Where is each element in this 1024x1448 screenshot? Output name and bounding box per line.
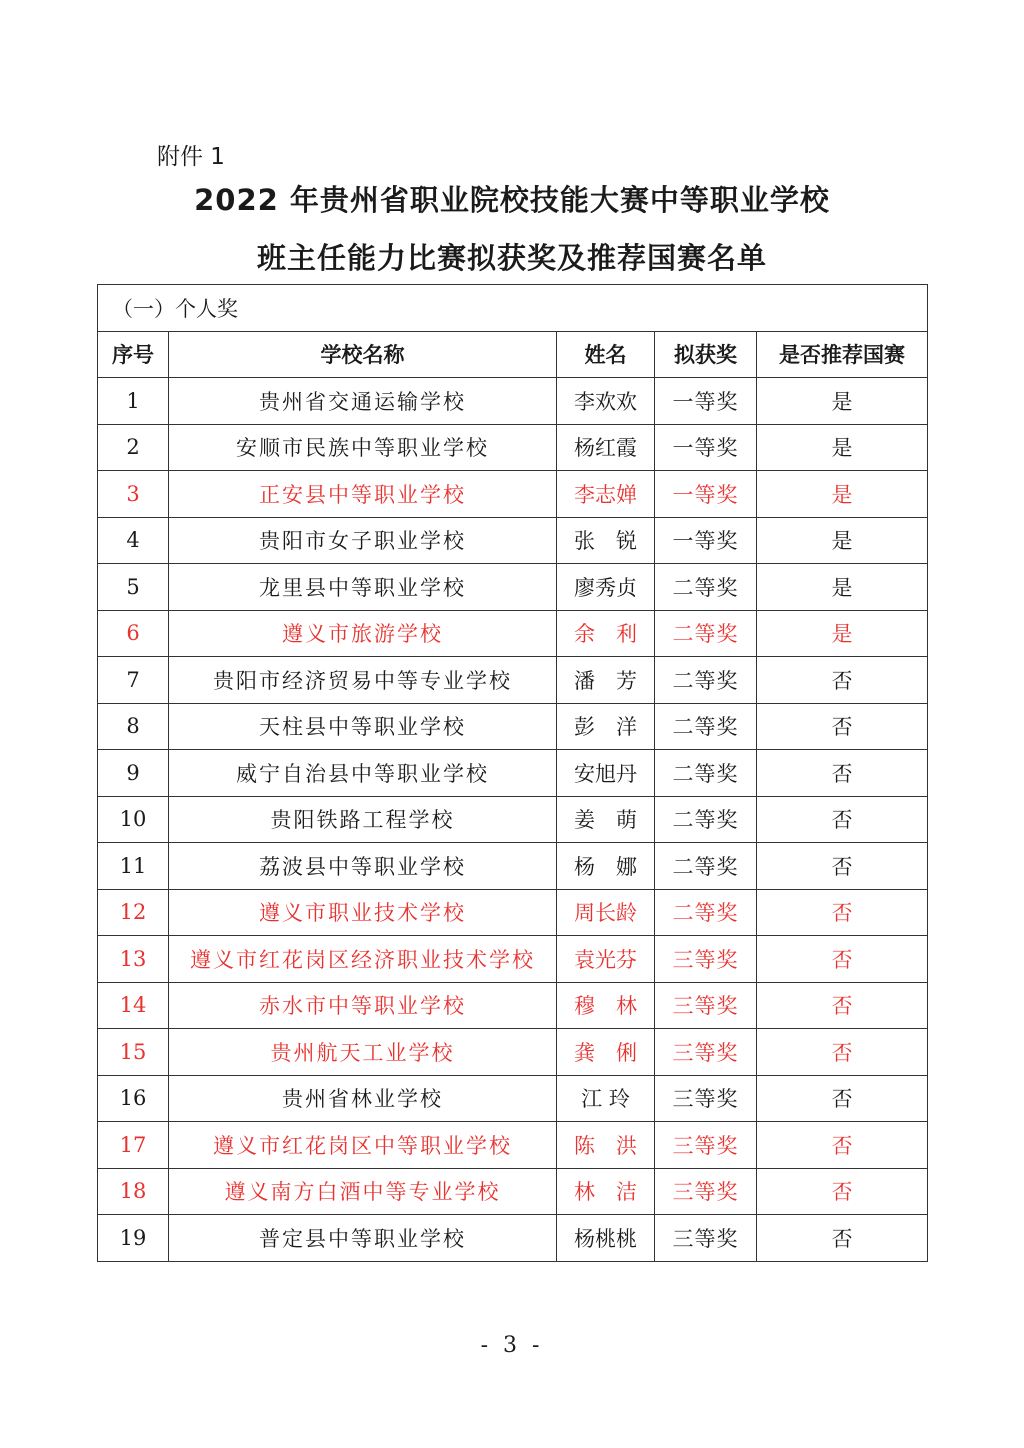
document-title-line-2: 班主任能力比赛拟获奖及推荐国赛名单 — [256, 241, 767, 275]
cell-award: 三等奖 — [655, 936, 757, 983]
table-row — [98, 982, 928, 1029]
cell-recommend: 是 — [757, 424, 928, 471]
cell-award: 一等奖 — [655, 517, 757, 564]
cell-recommend: 否 — [757, 703, 928, 750]
cell-index: 13 — [98, 936, 169, 983]
cell-recommend: 否 — [757, 657, 928, 704]
cell-school: 遵义市红花岗区中等职业学校 — [169, 1122, 557, 1169]
cell-school: 贵阳市女子职业学校 — [169, 517, 557, 564]
cell-index: 19 — [98, 1215, 169, 1262]
cell-index: 5 — [98, 564, 169, 611]
section-label: （一）个人奖 — [98, 285, 928, 332]
cell-recommend: 是 — [757, 610, 928, 657]
cell-recommend: 是 — [757, 517, 928, 564]
cell-recommend: 否 — [757, 1215, 928, 1262]
cell-index: 14 — [98, 982, 169, 1029]
cell-recommend: 是 — [757, 564, 928, 611]
table-row — [98, 1215, 928, 1262]
column-header-index: 序号 — [98, 331, 169, 378]
cell-name: 穆 林 — [557, 982, 655, 1029]
cell-recommend: 是 — [757, 378, 928, 425]
awards-table — [97, 284, 928, 1262]
cell-name: 杨桃桃 — [557, 1215, 655, 1262]
cell-index: 4 — [98, 517, 169, 564]
table-row — [98, 1075, 928, 1122]
cell-index: 18 — [98, 1168, 169, 1215]
cell-award: 二等奖 — [655, 657, 757, 704]
cell-award: 二等奖 — [655, 703, 757, 750]
table-row — [98, 843, 928, 890]
cell-award: 二等奖 — [655, 889, 757, 936]
cell-school: 天柱县中等职业学校 — [169, 703, 557, 750]
cell-name: 袁光芬 — [557, 936, 655, 983]
cell-recommend: 否 — [757, 750, 928, 797]
cell-award: 三等奖 — [655, 1075, 757, 1122]
cell-award: 二等奖 — [655, 750, 757, 797]
cell-name: 林 洁 — [557, 1168, 655, 1215]
cell-school: 贵州省林业学校 — [169, 1075, 557, 1122]
table-row — [98, 657, 928, 704]
cell-recommend: 是 — [757, 471, 928, 518]
cell-name: 江 玲 — [557, 1075, 655, 1122]
cell-award: 三等奖 — [655, 1122, 757, 1169]
cell-name: 姜 萌 — [557, 796, 655, 843]
cell-award: 三等奖 — [655, 1168, 757, 1215]
cell-index: 10 — [98, 796, 169, 843]
cell-index: 11 — [98, 843, 169, 890]
table-row — [98, 1029, 928, 1076]
cell-school: 威宁自治县中等职业学校 — [169, 750, 557, 797]
cell-index: 16 — [98, 1075, 169, 1122]
cell-school: 普定县中等职业学校 — [169, 1215, 557, 1262]
cell-award: 二等奖 — [655, 796, 757, 843]
table-row — [98, 517, 928, 564]
cell-recommend: 否 — [757, 843, 928, 890]
cell-award: 一等奖 — [655, 471, 757, 518]
cell-name: 安旭丹 — [557, 750, 655, 797]
table-row — [98, 471, 928, 518]
cell-recommend: 否 — [757, 982, 928, 1029]
cell-name: 杨红霞 — [557, 424, 655, 471]
cell-name: 陈 洪 — [557, 1122, 655, 1169]
cell-index: 17 — [98, 1122, 169, 1169]
column-header-award: 拟获奖 — [655, 331, 757, 378]
cell-index: 2 — [98, 424, 169, 471]
table-row — [98, 796, 928, 843]
cell-name: 李欢欢 — [557, 378, 655, 425]
cell-school: 安顺市民族中等职业学校 — [169, 424, 557, 471]
table-row — [98, 564, 928, 611]
cell-name: 潘 芳 — [557, 657, 655, 704]
table-body — [98, 378, 928, 1262]
cell-name: 廖秀贞 — [557, 564, 655, 611]
cell-school: 遵义市红花岗区经济职业技术学校 — [169, 936, 557, 983]
cell-name: 龚 俐 — [557, 1029, 655, 1076]
cell-school: 贵州航天工业学校 — [169, 1029, 557, 1076]
cell-award: 二等奖 — [655, 610, 757, 657]
cell-name: 李志婵 — [557, 471, 655, 518]
cell-recommend: 否 — [757, 889, 928, 936]
cell-award: 三等奖 — [655, 1215, 757, 1262]
cell-school: 荔波县中等职业学校 — [169, 843, 557, 890]
cell-name: 余 利 — [557, 610, 655, 657]
cell-name: 周长龄 — [557, 889, 655, 936]
cell-recommend: 否 — [757, 1075, 928, 1122]
cell-index: 15 — [98, 1029, 169, 1076]
cell-index: 3 — [98, 471, 169, 518]
cell-award: 一等奖 — [655, 378, 757, 425]
cell-index: 7 — [98, 657, 169, 704]
cell-recommend: 否 — [757, 796, 928, 843]
cell-index: 1 — [98, 378, 169, 425]
section-row — [98, 285, 928, 332]
cell-name: 张 锐 — [557, 517, 655, 564]
cell-recommend: 否 — [757, 1168, 928, 1215]
cell-school: 遵义南方白酒中等专业学校 — [169, 1168, 557, 1215]
table-row — [98, 889, 928, 936]
table-row — [98, 703, 928, 750]
cell-award: 一等奖 — [655, 424, 757, 471]
cell-school: 正安县中等职业学校 — [169, 471, 557, 518]
cell-award: 二等奖 — [655, 843, 757, 890]
cell-index: 9 — [98, 750, 169, 797]
cell-award: 三等奖 — [655, 982, 757, 1029]
cell-name: 杨 娜 — [557, 843, 655, 890]
cell-school: 遵义市职业技术学校 — [169, 889, 557, 936]
cell-recommend: 否 — [757, 1122, 928, 1169]
header-row — [98, 331, 928, 378]
table-row — [98, 424, 928, 471]
table-row — [98, 936, 928, 983]
column-header-recommend: 是否推荐国赛 — [757, 331, 928, 378]
table-row — [98, 1168, 928, 1215]
page-number: - 3 - — [480, 1333, 544, 1358]
table-row — [98, 750, 928, 797]
cell-school: 贵阳铁路工程学校 — [169, 796, 557, 843]
cell-school: 龙里县中等职业学校 — [169, 564, 557, 611]
table-row — [98, 1122, 928, 1169]
table-row — [98, 610, 928, 657]
cell-award: 二等奖 — [655, 564, 757, 611]
cell-school: 贵阳市经济贸易中等专业学校 — [169, 657, 557, 704]
cell-index: 12 — [98, 889, 169, 936]
column-header-name: 姓名 — [557, 331, 655, 378]
cell-recommend: 否 — [757, 1029, 928, 1076]
cell-index: 8 — [98, 703, 169, 750]
cell-school: 赤水市中等职业学校 — [169, 982, 557, 1029]
cell-name: 彭 洋 — [557, 703, 655, 750]
table-row — [98, 378, 928, 425]
document-title-line-1: 2022 年贵州省职业院校技能大赛中等职业学校 — [194, 183, 830, 217]
cell-award: 三等奖 — [655, 1029, 757, 1076]
attachment-label: 附件 1 — [157, 144, 225, 170]
cell-recommend: 否 — [757, 936, 928, 983]
column-header-school: 学校名称 — [169, 331, 557, 378]
cell-school: 贵州省交通运输学校 — [169, 378, 557, 425]
cell-school: 遵义市旅游学校 — [169, 610, 557, 657]
cell-index: 6 — [98, 610, 169, 657]
